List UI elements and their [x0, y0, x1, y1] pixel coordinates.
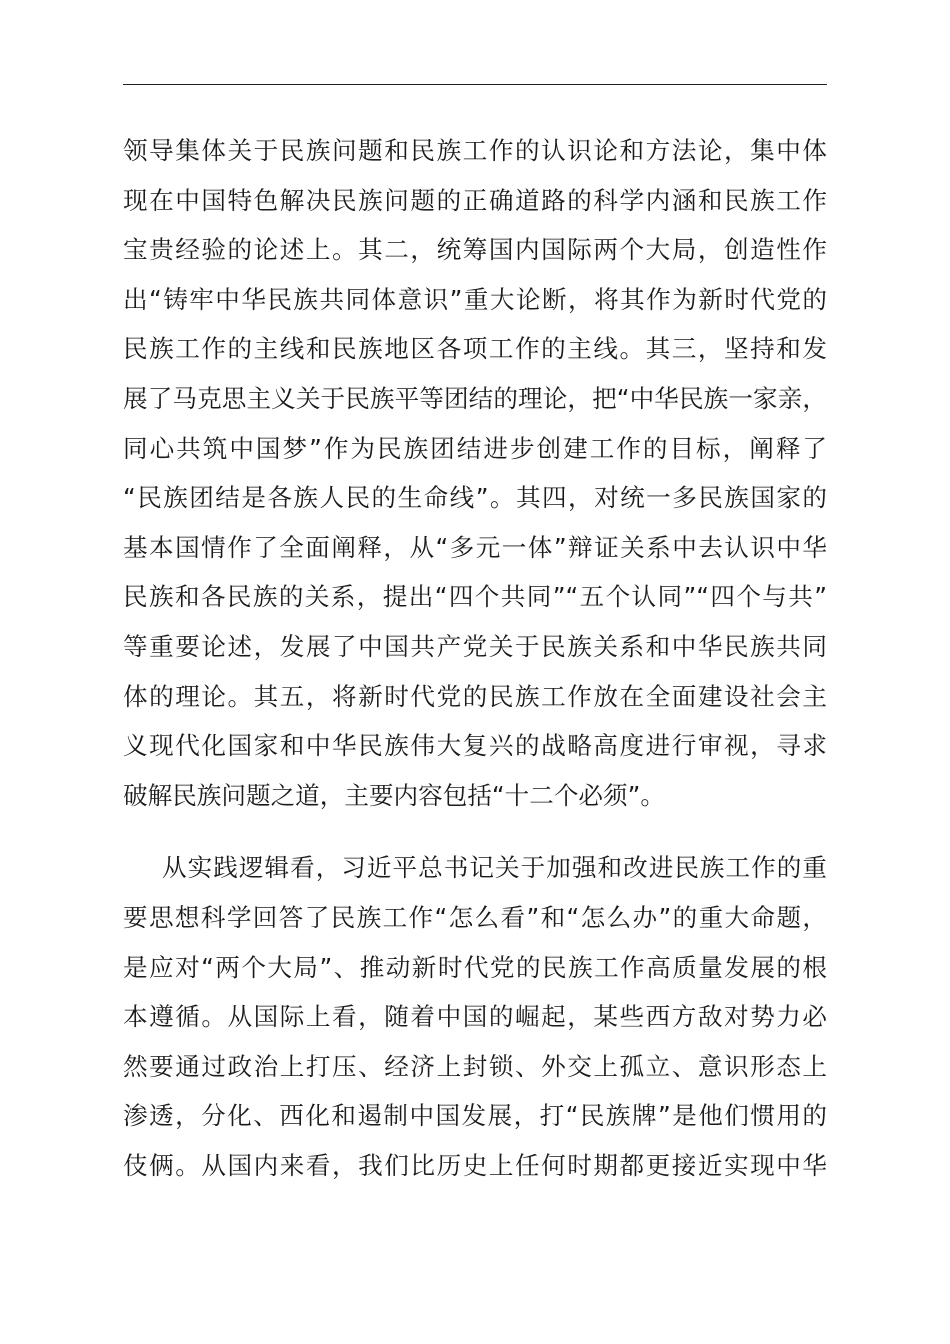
text-line: 本遵循。从国际上看，随着中国的崛起，某些西方敌对势力必	[123, 1002, 827, 1032]
paragraph	[123, 843, 827, 1190]
text-line: 从实践逻辑看，习近平总书记关于加强和改进民族工作的重	[162, 853, 827, 883]
text-line: 渗透，分化、西化和遏制中国发展，打“民族牌”是他们惯用的	[123, 1101, 827, 1131]
text-line: 出“铸牢中华民族共同体意识”重大论断，将其作为新时代党的	[123, 284, 827, 314]
text-line: 要思想科学回答了民族工作“怎么看”和“怎么办”的重大命题，	[123, 902, 827, 932]
body-text	[123, 126, 827, 1190]
text-line: “民族团结是各族人民的生命线”。其四，对统一多民族国家的	[123, 483, 827, 513]
text-line: 民族工作的主线和民族地区各项工作的主线。其三，坚持和发	[123, 334, 827, 364]
text-line: 破解民族问题之道，主要内容包括“十二个必须”。	[123, 780, 665, 810]
text-line: 基本国情作了全面阐释，从“多元一体”辩证关系中去认识中华	[123, 532, 827, 562]
paragraph-gap	[123, 820, 827, 843]
text-line: 同心共筑中国梦”作为民族团结进步创建工作的目标，阐释了	[123, 433, 827, 463]
text-line: 领导集体关于民族问题和民族工作的认识论和方法论，集中体	[123, 136, 827, 165]
text-line: 民族和各民族的关系，提出“四个共同”“五个认同”“四个与共”	[123, 582, 827, 612]
text-line: 伎俩。从国内来看，我们比历史上任何时期都更接近实现中华	[123, 1150, 827, 1180]
text-line: 宝贵经验的论述上。其二，统筹国内国际两个大局，创造性作	[123, 235, 827, 265]
text-line: 然要通过政治上打压、经济上封锁、外交上孤立、意识形态上	[123, 1051, 827, 1081]
text-line: 体的理论。其五，将新时代党的民族工作放在全面建设社会主	[123, 681, 827, 711]
text-line: 义现代化国家和中华民族伟大复兴的战略高度进行审视，寻求	[123, 731, 827, 761]
text-line: 等重要论述，发展了中国共产党关于民族关系和中华民族共同	[123, 631, 827, 661]
text-line: 是应对“两个大局”、推动新时代党的民族工作高质量发展的根	[123, 952, 827, 982]
paragraph	[123, 126, 827, 820]
text-line: 现在中国特色解决民族问题的正确道路的科学内涵和民族工作	[123, 185, 827, 215]
header-rule	[123, 84, 827, 85]
text-line: 展了马克思主义关于民族平等团结的理论，把“中华民族一家亲，	[123, 383, 827, 413]
